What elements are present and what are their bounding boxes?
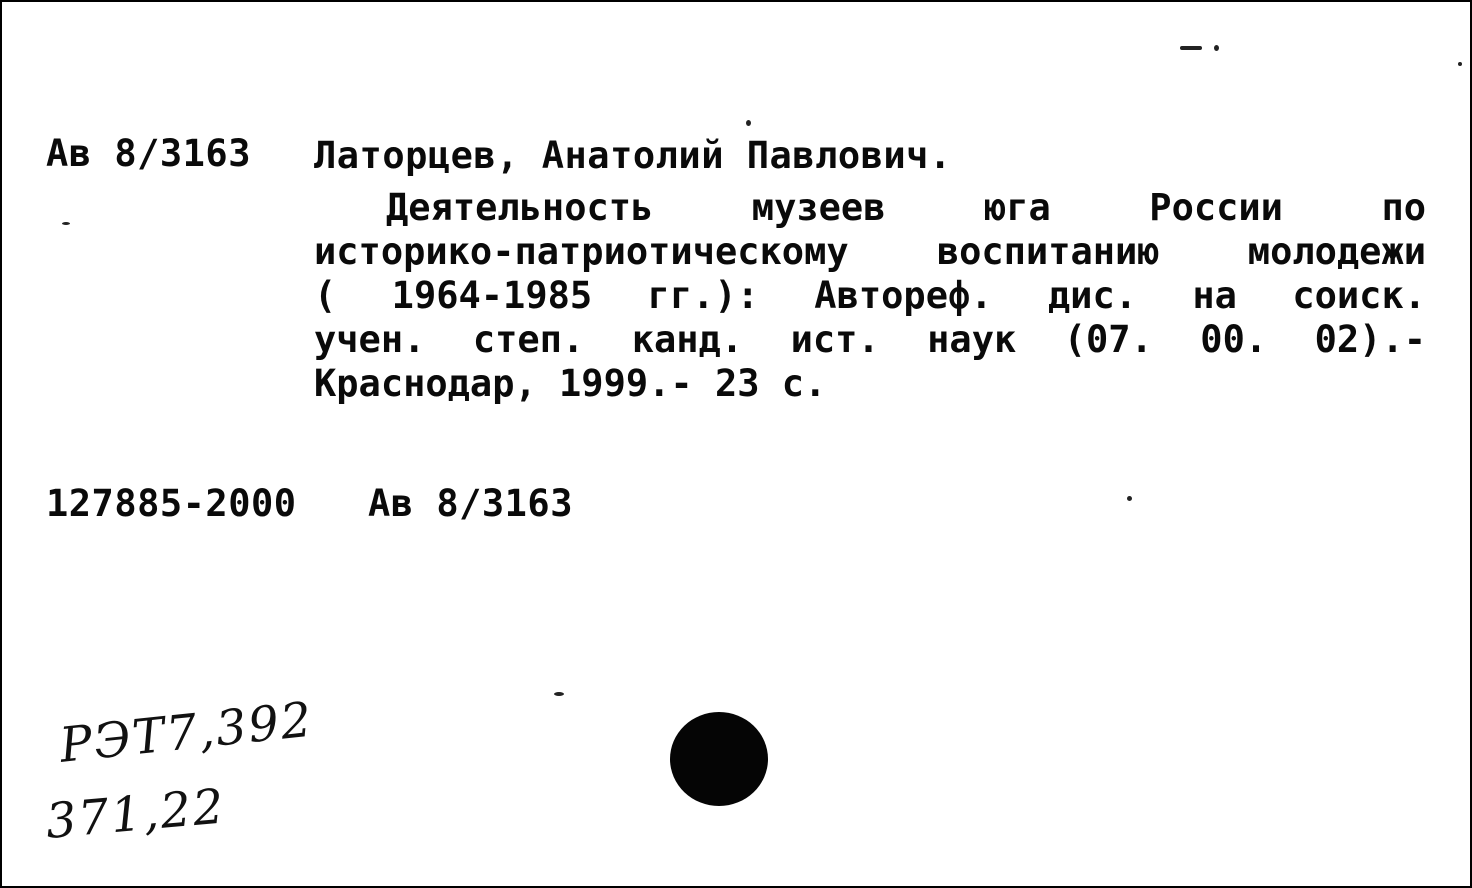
scan-speck xyxy=(1214,45,1219,51)
scan-speck xyxy=(1180,46,1202,50)
shelf-mark: Ав 8/3163 xyxy=(368,482,573,525)
description-line: историко-патриотическому воспитанию молодежи xyxy=(314,230,1426,273)
scan-speck xyxy=(1458,62,1462,66)
description-line: Деятельность музеев юга России по xyxy=(386,186,1426,229)
scan-speck xyxy=(1127,496,1132,501)
description-line: учен. степ. канд. ист. наук (07. 00. 02).- xyxy=(314,318,1426,361)
handwritten-class-code-1: РЭТ7,392 xyxy=(57,691,316,774)
description-line: Краснодар, 1999.- 23 с. xyxy=(314,362,827,405)
scan-speck xyxy=(554,692,564,696)
handwritten-class-code-2: 371,22 xyxy=(43,778,228,850)
bibliographic-description xyxy=(314,186,1426,406)
inventory-number: 127885-2000 xyxy=(46,482,297,525)
call-number: Ав 8/3163 xyxy=(46,132,251,175)
punch-hole xyxy=(670,712,768,806)
description-line: ( 1964-1985 гг.): Автореф. дис. на соиск. xyxy=(314,274,1426,317)
scan-speck xyxy=(62,222,70,225)
scan-speck xyxy=(746,120,751,126)
author-heading: Латорцев, Анатолий Павлович. xyxy=(314,134,952,177)
